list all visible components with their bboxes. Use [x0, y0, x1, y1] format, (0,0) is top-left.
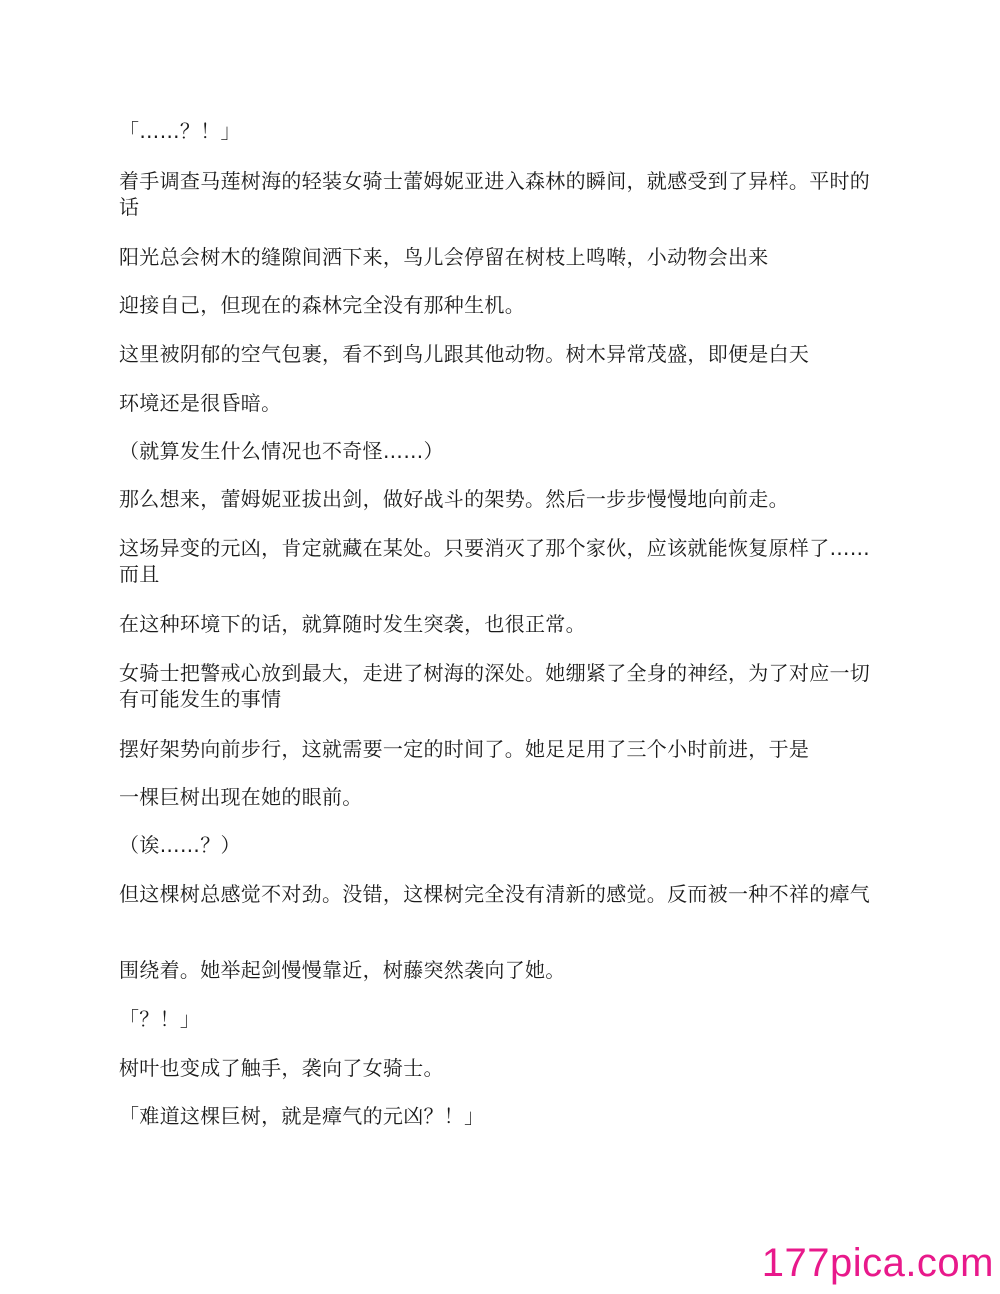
paragraph-14: （诶……？）	[119, 833, 241, 857]
paragraph-19: 「难道这棵巨树，就是瘴气的元凶？！」	[119, 1104, 485, 1128]
paragraph-5: 这里被阴郁的空气包裹，看不到鸟儿跟其他动物。树木异常茂盛，即便是白天	[119, 342, 810, 366]
paragraph-7: （就算发生什么情况也不奇怪……）	[119, 439, 444, 463]
paragraph-16: 围绕着。她举起剑慢慢靠近，树藤突然袭向了她。	[119, 958, 566, 982]
paragraph-1: 「……？！」	[119, 119, 241, 143]
paragraph-4: 迎接自己，但现在的森林完全没有那种生机。	[119, 293, 525, 317]
paragraph-17: 「？！」	[119, 1007, 201, 1031]
paragraph-9: 这场异变的元凶，肯定就藏在某处。只要消灭了那个家伙，应该就能恢复原样了……而且	[119, 536, 871, 586]
paragraph-10: 在这种环境下的话，就算随时发生突袭，也很正常。	[119, 612, 586, 636]
paragraph-12: 摆好架势向前步行，这就需要一定的时间了。她足足用了三个小时前进，于是	[119, 737, 810, 761]
paragraph-3: 阳光总会树木的缝隙间洒下来，鸟儿会停留在树枝上鸣啭，小动物会出来	[119, 245, 769, 269]
paragraph-13: 一棵巨树出现在她的眼前。	[119, 785, 363, 809]
paragraph-8: 那么想来，蕾姆妮亚拔出剑，做好战斗的架势。然后一步步慢慢地向前走。	[119, 487, 789, 511]
watermark-text: 177pica.com	[761, 1241, 994, 1285]
paragraph-18: 树叶也变成了触手，袭向了女骑士。	[119, 1056, 444, 1080]
paragraph-11: 女骑士把警戒心放到最大，走进了树海的深处。她绷紧了全身的神经，为了对应一切有可能发生的事情	[119, 661, 871, 711]
paragraph-6: 环境还是很昏暗。	[119, 391, 282, 415]
paragraph-15: 但这棵树总感觉不对劲。没错，这棵树完全没有清新的感觉。反而被一种不祥的瘴气	[119, 882, 871, 906]
paragraph-2: 着手调查马莲树海的轻装女骑士蕾姆妮亚进入森林的瞬间，就感受到了异样。平时的话	[119, 169, 871, 219]
